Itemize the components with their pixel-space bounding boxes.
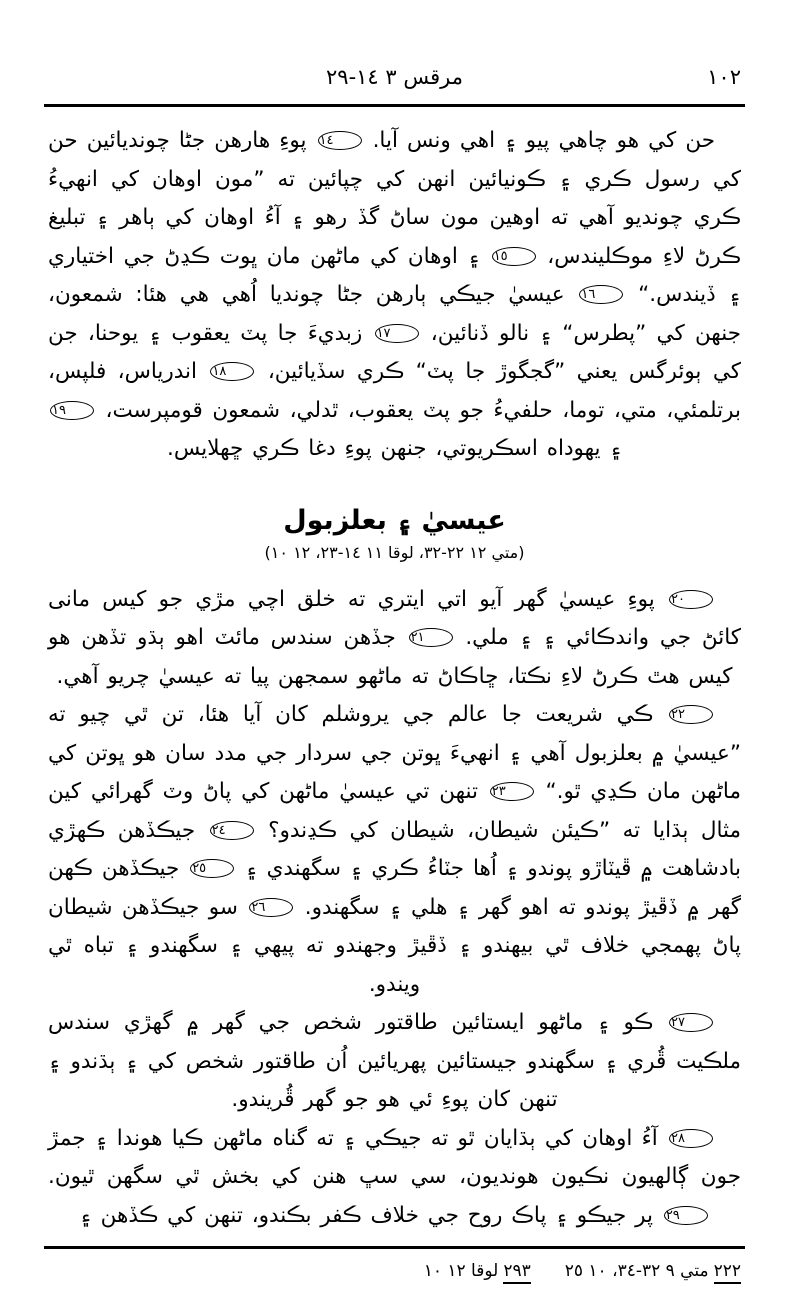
running-reference: مرقس ٣ ١٤-٢٩ <box>326 65 463 89</box>
verse-text: سو جيڪڏهن شيطان پاڻ پهمجي خلاف ٿي بيهندو ۽ ڏڦيڙ وجهندو ته پيهي ۽ سگهندو ۽ تباه ٿي ويندو. <box>48 894 741 997</box>
footnote-marker: ٢٩٣ <box>503 1261 530 1284</box>
section-heading-block <box>48 503 741 565</box>
running-header <box>48 62 741 96</box>
verse-text: آءُ اوهان کي ٻڌايان ٿو ته جيڪي ۽ ته گناه ماڻهن ڪيا هوندا ۽ جمڙ جون ڳالهيون نڪيون هونديون، سي سڀ هنن کي بخش ٿي سگهن ٿيون. <box>48 1125 741 1189</box>
verse-text: پوءِ عيسيٰ گهر آيو اتي ايتري ته خلق اچي مڙي جو کيس مانی کائڻ جي واندڪائي ۽ ۽ ملي. <box>48 586 741 650</box>
verse-text: جيڪڏهن ڪهن گهر ۾ ڏڦيڙ پوندو ته اهو گهر ۽ هلي ۽ سگهندو. <box>48 856 741 920</box>
verse-paragraph <box>48 581 741 697</box>
verse-text: زبديءَ جا پٽ يعقوب ۽ يوحنا، جن کي ٻوئرگس يعني ”گجگوڙ جا پٽ“ ڪري سڏيائين، <box>48 320 741 384</box>
verse-number-marker: ١٧ <box>375 324 419 343</box>
verse-paragraph <box>48 1004 741 1120</box>
footnote-entry <box>424 1258 531 1284</box>
verse-text: اندرياس، فلپس، برتلمئي، متي، توما، حلفيءُ جو پٽ يعقوب، ٿدلي، شمعون قومپرست، <box>48 359 741 423</box>
verse-number-marker: ٢٨ <box>669 1129 713 1148</box>
verse-number-marker: ١٨ <box>210 362 254 381</box>
verse-text: جڏهن سندس مائٽ اهو ٻڌو تڏهن هو کيس هٿ ڪرڻ لاءِ نڪتا، ڇاڪاڻ ته ماڻهو سمجهن پيا ته عيسيٰ چريو آهي. <box>48 625 733 689</box>
footnote-reference: لوقا ١٢ ١٠ <box>423 1261 499 1281</box>
page-number: ١٠٢ <box>707 65 741 89</box>
text-column <box>48 122 741 1235</box>
verse-text: پوءِ هارهن جڻا چونديائين حن کي رسول ڪري ۽ ڪونيائين انهن کي چپائين ته ”مون اوهان کي انهيءُ ڪري چونديو آهي ته اوهين مون ساڻ گڏ رهو ۽ آءُ اوهان کي ٻاهر ۽ تبليغ ڪرڻ لاءِ موڪليندس، <box>48 128 742 269</box>
verse-text: تنهن تي عيسيٰ ماڻهن کي پاڻ وٽ گهرائي کين مثال ٻڌايا ته ”ڪيئن شيطان، شيطان کي ڪڍندو؟ <box>48 779 741 843</box>
section-cross-reference: (متي ١٢ ٢٢-٣٢، لوقا ١١ ١٤-٢٣، ١٢ ١٠) <box>264 542 525 562</box>
verse-number-marker: ٢٣ <box>490 782 534 801</box>
verse-text: جيڪڏهن ڪهڙي بادشاهت ۾ ڦيٽاڙو پوندو ۽ اُها جٽاءُ ڪري ۽ سگهندي ۽ <box>48 817 741 881</box>
verse-number-marker: ٢٧ <box>669 1013 713 1032</box>
verse-text: ۽ اوهان کي ماڻهن مان ڀوت ڪڍڻ جي اختياري ۽ ڏيندس.“ <box>48 243 741 307</box>
verse-number-marker: ٢٤ <box>210 821 254 840</box>
verse-number-marker: ٢٩ <box>664 1206 708 1225</box>
verse-number-marker: ٢٥ <box>190 859 234 878</box>
footer-rule <box>44 1246 745 1249</box>
verse-paragraph <box>48 696 741 1004</box>
verse-paragraph <box>48 1120 741 1236</box>
verse-number-marker: ١٤ <box>318 131 362 150</box>
footnote-marker: ٢٢٢ <box>714 1261 741 1284</box>
verse-text: ڪو ۽ ماڻهو ايستائين طاقتور شخص جي گهر ۾ گهڙي سندس ملڪيت ڦُري ۽ سگهندو جيستائين پهريائين اُن طاقتور شخص کي ۽ ٻڌندو ۽ تنهن کان پوءِ ئي هو جو گهر ڦُريندو. <box>48 1010 741 1112</box>
verse-text: حن کي هو چاهي پيو ۽ اهي ونس آيا. <box>363 128 715 153</box>
footnote-reference: متي ٩ ٣٢-٣٤، ١٠ ٢٥ <box>564 1261 709 1281</box>
verse-text: ۽ يهوداه اسڪريوتي، جنهن پوءِ دغا ڪري ڇهلايس. <box>167 436 622 461</box>
footnote-entry <box>565 1258 741 1284</box>
verse-paragraph <box>48 122 741 469</box>
verse-text: ڪي شريعت جا عالم جي يروشلم کان آيا هئا، تن ٿي چيو ته ”عيسيٰ ۾ بعلزبول آهي ۽ انهيءَ ڀوتن جي سردار جي مدد سان هو ڀوتن کي ماڻهن مان ڪڍي ٿو.“ <box>48 702 741 804</box>
verse-text: پر جيڪو ۽ پاڪ روح جي خلاف ڪفر بڪندو، تنهن کي ڪڏهن ۽ <box>79 1202 662 1228</box>
paragraph-group-after-heading <box>48 581 741 1236</box>
section-title: عيسيٰ ۽ بعلزبول <box>283 504 506 536</box>
footnote-list <box>48 1258 741 1284</box>
verse-number-marker: ٢٢ <box>669 705 713 724</box>
verse-number-marker: ٢٠ <box>669 590 713 609</box>
verse-number-marker: ٢١ <box>409 628 453 647</box>
verse-number-marker: ٢٦ <box>249 898 293 917</box>
verse-number-marker: ١٥ <box>492 247 536 266</box>
verse-number-marker: ١٩ <box>50 401 94 420</box>
verse-number-marker: ١٦ <box>579 285 623 304</box>
header-rule <box>44 104 745 107</box>
paragraph-group-before-heading <box>48 122 741 469</box>
verse-text: عيسيٰ جيڪي ٻارهن جڻا چونديا اُهي هي هئا: شمعون، جنهن کي ”پطرس“ ۽ نالو ڏنائين، <box>48 282 741 346</box>
